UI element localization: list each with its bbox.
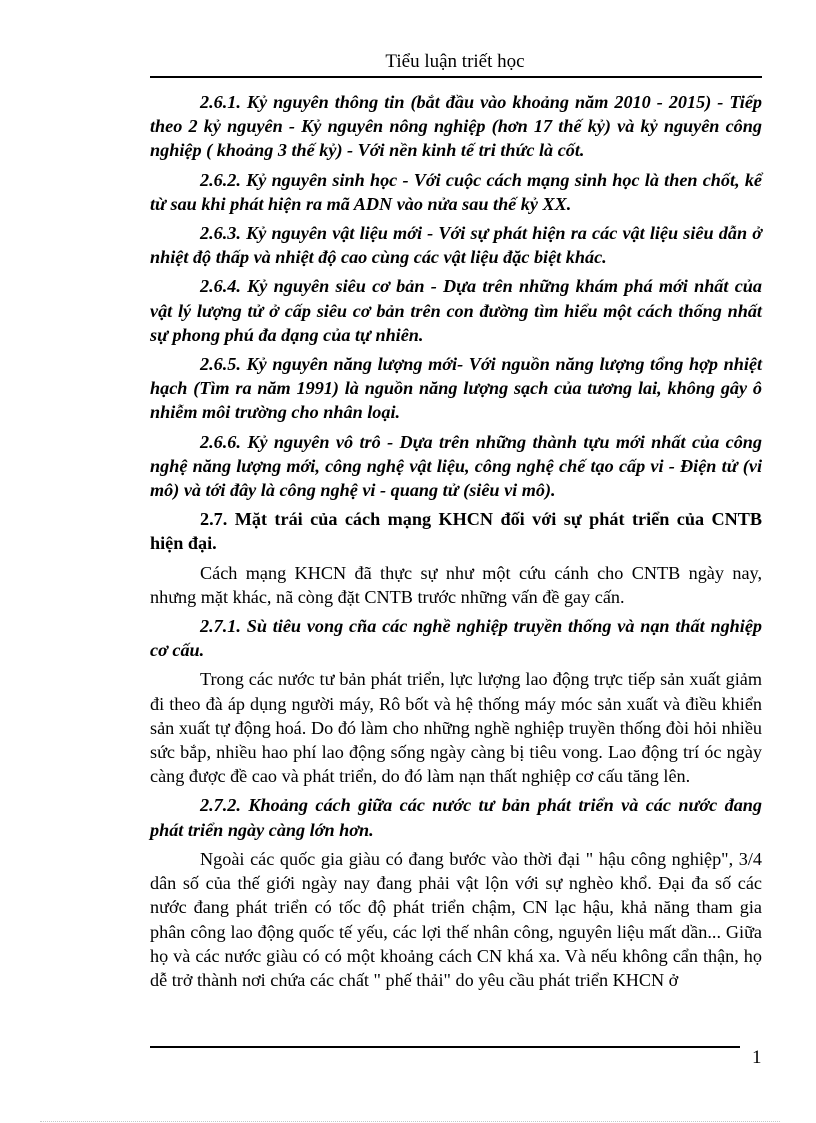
subheading-2-7-1: 2.7.1. Sù tiêu vong cña các nghề nghiệp truyền thống và nạn thất nghiệp cơ cấu. (150, 616, 762, 661)
paragraph-2-6-5: 2.6.5. Kỷ nguyên năng lượng mới- Với nguồn năng lượng tổng hợp nhiệt hạch (Tìm ra năm 1991) là nguồn năng lượng sạch của tương lai, không gây ô nhiễm môi trường cho nhân loại. (150, 354, 762, 423)
paragraph-2-7-1-body: Trong các nước tư bản phát triển, lực lượng lao động trực tiếp sản xuất giảm đi theo đà áp dụng người máy, Rô bốt và hệ thống máy móc sản xuất và điều khiển sản xuất tự động hoá. Do đó làm cho những nghề nghiệp truyền thống đòi hỏi nhiều sức bắp, nhiều hao phí lao động sống ngày càng bị tiêu vong. Lao động trí óc ngày càng được đề cao và phát triển, do đó làm nạn thất nghiệp cơ cấu tăng lên. (150, 669, 762, 787)
paragraph-2-6-2: 2.6.2. Kỷ nguyên sinh học - Với cuộc cách mạng sinh học là then chốt, kể từ sau khi phát hiện ra mã ADN vào nửa sau thế kỷ XX. (150, 169, 762, 214)
page-bottom-dotted-edge (40, 1121, 780, 1122)
page-number: 1 (752, 1047, 762, 1068)
header-rule (150, 76, 762, 78)
page-header-title: Tiểu luận triết học (385, 51, 525, 72)
document-body (150, 90, 762, 997)
paragraph-2-7-2-body: Ngoài các quốc gia giàu có đang bước vào thời đại " hậu công nghiệp", 3/4 dân số của thế giới ngày nay đang phải vật lộn với sự nghèo khổ. Đại đa số các nước đang phát triển có tốc độ phát triển chậm, CN lạc hậu, khả năng tham gia phân công lao động quốc tế yếu, các lợi thế nhân công, nguyên liệu mất dần... Giữa họ và các nước giàu có có một khoảng cách CN khá xa. Và nếu không cẩn thận, họ dễ trở thành nơi chứa các chất " phế thải" do yêu cầu phát triển KHCN ở (150, 848, 762, 990)
paragraph-2-7-intro: Cách mạng KHCN đã thực sự như một cứu cánh cho CNTB ngày nay, nhưng mặt khác, nã còng đặt CNTB trước những vấn đề gay cấn. (150, 562, 762, 607)
paragraph-2-6-4: 2.6.4. Kỷ nguyên siêu cơ bản - Dựa trên những khám phá mới nhất của vật lý lượng tử ở cấp siêu cơ bản trên con đường tìm hiểu một cách thống nhất sự phong phú đa dạng của tự nhiên. (150, 276, 762, 345)
paragraph-2-6-1: 2.6.1. Kỷ nguyên thông tin (bắt đầu vào khoảng năm 2010 - 2015) - Tiếp theo 2 kỷ nguyên - Kỷ nguyên nông nghiệp (hơn 17 thế kỷ) và kỷ nguyên công nghiệp ( khoảng 3 thế kỷ) - Với nền kinh tế tri thức là cốt. (150, 92, 762, 161)
paragraph-2-6-6: 2.6.6. Kỷ nguyên vô trô - Dựa trên những thành tựu mới nhất của công nghệ năng lượng mới, công nghệ vật liệu, công nghệ chế tạo cấp vi - Điện tử (vi mô) và tới đây là công nghệ vi - quang tử (siêu vi mô). (150, 431, 762, 501)
section-heading-2-7: 2.7. Mặt trái của cách mạng KHCN đối với sự phát triển của CNTB hiện đại. (150, 509, 762, 554)
footer-rule (150, 1046, 740, 1048)
subheading-2-7-2: 2.7.2. Khoảng cách giữa các nước tư bản phát triển và các nước đang phát triển ngày càng lớn hơn. (150, 795, 762, 840)
paragraph-2-6-3: 2.6.3. Kỷ nguyên vật liệu mới - Với sự phát hiện ra các vật liệu siêu dẫn ở nhiệt độ thấp và nhiệt độ cao cùng các vật liệu đặc biệt khác. (150, 223, 762, 268)
